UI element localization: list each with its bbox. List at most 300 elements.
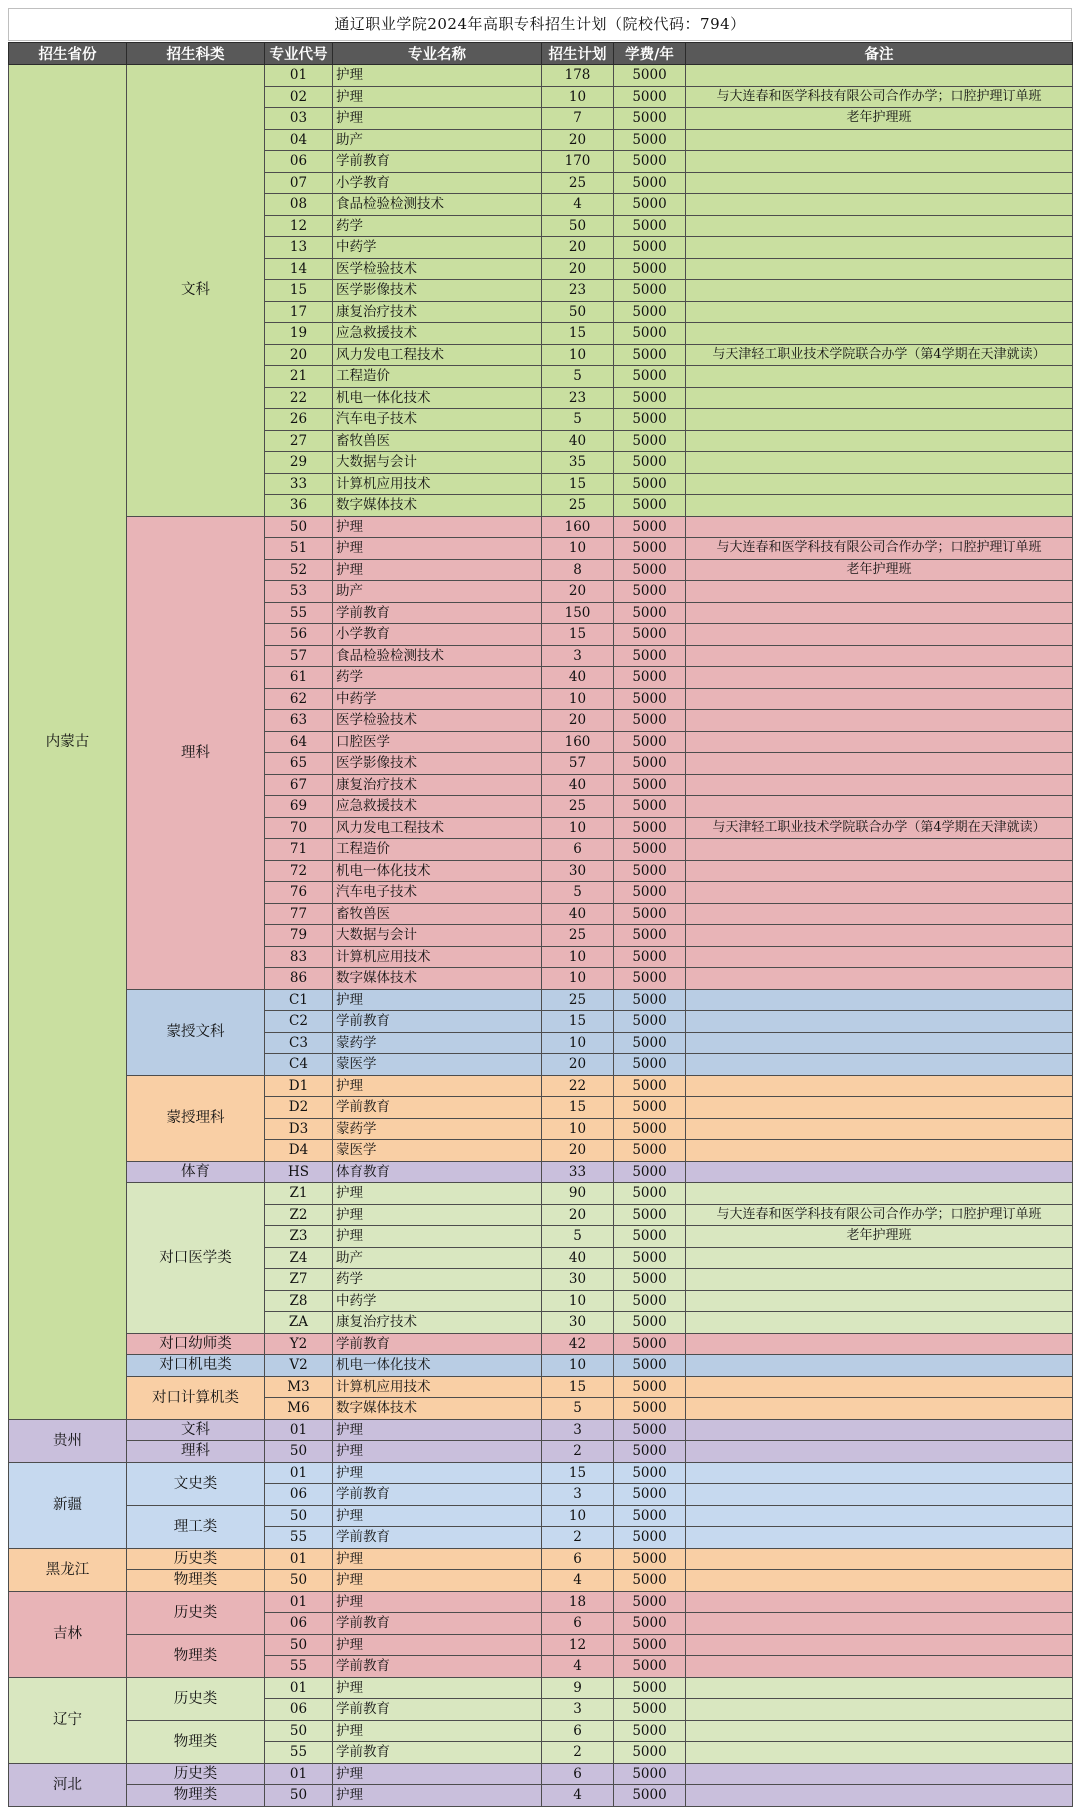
plan-count-cell: 10	[542, 1355, 614, 1377]
category-cell: 理工类	[127, 1505, 265, 1548]
major-code-cell: D2	[265, 1097, 333, 1119]
note-cell	[686, 796, 1073, 818]
tuition-cell: 5000	[614, 387, 686, 409]
major-name-cell: 应急救援技术	[333, 323, 542, 345]
tuition-cell: 5000	[614, 366, 686, 388]
major-name-cell: 护理	[333, 108, 542, 130]
major-name-cell: 畜牧兽医	[333, 430, 542, 452]
major-code-cell: 07	[265, 172, 333, 194]
table-row	[9, 1419, 1073, 1441]
major-name-cell: 护理	[333, 1462, 542, 1484]
plan-count-cell: 40	[542, 430, 614, 452]
note-cell	[686, 473, 1073, 495]
tuition-cell: 5000	[614, 1054, 686, 1076]
table-row	[9, 1570, 1073, 1592]
plan-count-cell: 4	[542, 194, 614, 216]
tuition-cell: 5000	[614, 1097, 686, 1119]
category-cell: 理科	[127, 516, 265, 989]
major-code-cell: 08	[265, 194, 333, 216]
tuition-cell: 5000	[614, 1484, 686, 1506]
tuition-cell: 5000	[614, 1290, 686, 1312]
plan-count-cell: 20	[542, 710, 614, 732]
table-row	[9, 1441, 1073, 1463]
note-cell	[686, 1570, 1073, 1592]
tuition-cell: 5000	[614, 215, 686, 237]
major-code-cell: V2	[265, 1355, 333, 1377]
header-fee: 学费/年	[614, 43, 686, 65]
page-title: 通辽职业学院2024年高职专科招生计划（院校代码：794）	[8, 8, 1072, 41]
major-name-cell: 护理	[333, 1591, 542, 1613]
province-cell: 新疆	[9, 1462, 127, 1548]
major-name-cell: 护理	[333, 65, 542, 87]
province-cell: 河北	[9, 1763, 127, 1806]
plan-count-cell: 23	[542, 387, 614, 409]
tuition-cell: 5000	[614, 645, 686, 667]
tuition-cell: 5000	[614, 688, 686, 710]
table-row	[9, 1634, 1073, 1656]
tuition-cell: 5000	[614, 1355, 686, 1377]
major-code-cell: 36	[265, 495, 333, 517]
major-code-cell: 50	[265, 1570, 333, 1592]
major-code-cell: 01	[265, 1677, 333, 1699]
major-name-cell: 学前教育	[333, 1699, 542, 1721]
plan-count-cell: 35	[542, 452, 614, 474]
tuition-cell: 5000	[614, 1634, 686, 1656]
province-cell: 内蒙古	[9, 65, 127, 1420]
table-row	[9, 1355, 1073, 1377]
major-code-cell: M3	[265, 1376, 333, 1398]
plan-count-cell: 3	[542, 645, 614, 667]
note-cell	[686, 1032, 1073, 1054]
major-code-cell: 51	[265, 538, 333, 560]
tuition-cell: 5000	[614, 1075, 686, 1097]
note-cell	[686, 215, 1073, 237]
major-code-cell: Z2	[265, 1204, 333, 1226]
table-row	[9, 1333, 1073, 1355]
plan-count-cell: 10	[542, 1505, 614, 1527]
tuition-cell: 5000	[614, 796, 686, 818]
tuition-cell: 5000	[614, 108, 686, 130]
major-code-cell: 06	[265, 151, 333, 173]
table-row	[9, 1462, 1073, 1484]
category-cell: 历史类	[127, 1763, 265, 1785]
major-code-cell: 70	[265, 817, 333, 839]
note-cell	[686, 194, 1073, 216]
tuition-cell: 5000	[614, 1161, 686, 1183]
category-cell: 文科	[127, 65, 265, 517]
major-name-cell: 中药学	[333, 1290, 542, 1312]
note-cell	[686, 1419, 1073, 1441]
tuition-cell: 5000	[614, 753, 686, 775]
plan-count-cell: 20	[542, 258, 614, 280]
note-cell: 老年护理班	[686, 1226, 1073, 1248]
tuition-cell: 5000	[614, 1312, 686, 1334]
plan-count-cell: 5	[542, 409, 614, 431]
tuition-cell: 5000	[614, 1441, 686, 1463]
major-name-cell: 助产	[333, 581, 542, 603]
major-code-cell: D4	[265, 1140, 333, 1162]
major-name-cell: 护理	[333, 538, 542, 560]
note-cell	[686, 903, 1073, 925]
table-row	[9, 1548, 1073, 1570]
major-name-cell: 医学影像技术	[333, 753, 542, 775]
major-code-cell: 03	[265, 108, 333, 130]
note-cell	[686, 1140, 1073, 1162]
plan-count-cell: 6	[542, 839, 614, 861]
category-cell: 蒙授文科	[127, 989, 265, 1075]
table-row	[9, 1677, 1073, 1699]
major-code-cell: 29	[265, 452, 333, 474]
major-code-cell: 20	[265, 344, 333, 366]
plan-count-cell: 6	[542, 1763, 614, 1785]
note-cell	[686, 1591, 1073, 1613]
note-cell	[686, 1161, 1073, 1183]
major-name-cell: 小学教育	[333, 172, 542, 194]
note-cell	[686, 624, 1073, 646]
plan-count-cell: 160	[542, 731, 614, 753]
tuition-cell: 5000	[614, 237, 686, 259]
plan-count-cell: 10	[542, 1032, 614, 1054]
table-row	[9, 1376, 1073, 1398]
tuition-cell: 5000	[614, 946, 686, 968]
plan-count-cell: 6	[542, 1613, 614, 1635]
tuition-cell: 5000	[614, 624, 686, 646]
major-code-cell: 61	[265, 667, 333, 689]
major-code-cell: 56	[265, 624, 333, 646]
major-name-cell: 计算机应用技术	[333, 473, 542, 495]
plan-count-cell: 10	[542, 688, 614, 710]
note-cell: 与天津轻工职业技术学院联合办学（第4学期在天津就读）	[686, 817, 1073, 839]
tuition-cell: 5000	[614, 1011, 686, 1033]
tuition-cell: 5000	[614, 323, 686, 345]
major-code-cell: 01	[265, 1548, 333, 1570]
plan-count-cell: 50	[542, 301, 614, 323]
major-code-cell: 33	[265, 473, 333, 495]
note-cell	[686, 753, 1073, 775]
note-cell	[686, 989, 1073, 1011]
major-code-cell: 15	[265, 280, 333, 302]
major-code-cell: 01	[265, 1462, 333, 1484]
major-code-cell: 12	[265, 215, 333, 237]
tuition-cell: 5000	[614, 409, 686, 431]
category-cell: 物理类	[127, 1570, 265, 1592]
note-cell	[686, 1613, 1073, 1635]
major-name-cell: 中药学	[333, 237, 542, 259]
major-name-cell: 数字媒体技术	[333, 968, 542, 990]
category-cell: 历史类	[127, 1591, 265, 1634]
major-name-cell: 学前教育	[333, 602, 542, 624]
major-code-cell: 55	[265, 1527, 333, 1549]
plan-count-cell: 33	[542, 1161, 614, 1183]
note-cell	[686, 645, 1073, 667]
note-cell	[686, 1527, 1073, 1549]
plan-count-cell: 25	[542, 925, 614, 947]
major-name-cell: 医学检验技术	[333, 710, 542, 732]
note-cell	[686, 1720, 1073, 1742]
plan-count-cell: 8	[542, 559, 614, 581]
header-major-name: 专业名称	[333, 43, 542, 65]
note-cell	[686, 1656, 1073, 1678]
header-plan: 招生计划	[542, 43, 614, 65]
plan-count-cell: 25	[542, 495, 614, 517]
plan-count-cell: 15	[542, 323, 614, 345]
tuition-cell: 5000	[614, 1269, 686, 1291]
tuition-cell: 5000	[614, 1118, 686, 1140]
major-code-cell: Z4	[265, 1247, 333, 1269]
plan-count-cell: 30	[542, 1312, 614, 1334]
major-code-cell: 76	[265, 882, 333, 904]
plan-count-cell: 57	[542, 753, 614, 775]
major-code-cell: 52	[265, 559, 333, 581]
major-name-cell: 护理	[333, 989, 542, 1011]
tuition-cell: 5000	[614, 538, 686, 560]
note-cell	[686, 688, 1073, 710]
major-code-cell: 67	[265, 774, 333, 796]
tuition-cell: 5000	[614, 731, 686, 753]
major-name-cell: 护理	[333, 1720, 542, 1742]
tuition-cell: 5000	[614, 1591, 686, 1613]
note-cell: 老年护理班	[686, 559, 1073, 581]
major-code-cell: Z8	[265, 1290, 333, 1312]
plan-count-cell: 20	[542, 129, 614, 151]
plan-count-cell: 40	[542, 903, 614, 925]
major-code-cell: 22	[265, 387, 333, 409]
tuition-cell: 5000	[614, 968, 686, 990]
plan-count-cell: 23	[542, 280, 614, 302]
table-row	[9, 989, 1073, 1011]
note-cell	[686, 430, 1073, 452]
tuition-cell: 5000	[614, 1247, 686, 1269]
plan-count-cell: 90	[542, 1183, 614, 1205]
tuition-cell: 5000	[614, 774, 686, 796]
major-name-cell: 蒙药学	[333, 1118, 542, 1140]
major-name-cell: 护理	[333, 86, 542, 108]
category-cell: 对口医学类	[127, 1183, 265, 1334]
tuition-cell: 5000	[614, 1548, 686, 1570]
major-code-cell: 14	[265, 258, 333, 280]
table-row	[9, 1075, 1073, 1097]
note-cell	[686, 1333, 1073, 1355]
major-name-cell: 护理	[333, 1785, 542, 1807]
plan-count-cell: 170	[542, 151, 614, 173]
major-name-cell: 学前教育	[333, 1656, 542, 1678]
major-name-cell: 学前教育	[333, 1613, 542, 1635]
plan-count-cell: 5	[542, 882, 614, 904]
plan-count-cell: 15	[542, 473, 614, 495]
header-province: 招生省份	[9, 43, 127, 65]
major-name-cell: 风力发电工程技术	[333, 344, 542, 366]
major-code-cell: 17	[265, 301, 333, 323]
major-name-cell: 计算机应用技术	[333, 1376, 542, 1398]
major-name-cell: 学前教育	[333, 1742, 542, 1764]
major-name-cell: 护理	[333, 1634, 542, 1656]
plan-count-cell: 40	[542, 1247, 614, 1269]
major-name-cell: 护理	[333, 1226, 542, 1248]
major-name-cell: 畜牧兽医	[333, 903, 542, 925]
tuition-cell: 5000	[614, 882, 686, 904]
major-code-cell: 06	[265, 1699, 333, 1721]
major-name-cell: 护理	[333, 559, 542, 581]
note-cell	[686, 1677, 1073, 1699]
major-code-cell: 01	[265, 1591, 333, 1613]
major-code-cell: HS	[265, 1161, 333, 1183]
tuition-cell: 5000	[614, 301, 686, 323]
plan-count-cell: 2	[542, 1527, 614, 1549]
note-cell	[686, 301, 1073, 323]
plan-count-cell: 6	[542, 1720, 614, 1742]
major-name-cell: 汽车电子技术	[333, 409, 542, 431]
plan-count-cell: 12	[542, 1634, 614, 1656]
major-code-cell: 79	[265, 925, 333, 947]
tuition-cell: 5000	[614, 1677, 686, 1699]
tuition-cell: 5000	[614, 989, 686, 1011]
major-code-cell: 01	[265, 1419, 333, 1441]
major-code-cell: Z7	[265, 1269, 333, 1291]
plan-count-cell: 178	[542, 65, 614, 87]
major-name-cell: 学前教育	[333, 1097, 542, 1119]
plan-count-cell: 15	[542, 1011, 614, 1033]
major-code-cell: 77	[265, 903, 333, 925]
table-body	[9, 65, 1073, 1807]
major-code-cell: 26	[265, 409, 333, 431]
major-name-cell: 小学教育	[333, 624, 542, 646]
plan-count-cell: 3	[542, 1419, 614, 1441]
note-cell	[686, 172, 1073, 194]
tuition-cell: 5000	[614, 860, 686, 882]
header-category: 招生科类	[127, 43, 265, 65]
tuition-cell: 5000	[614, 473, 686, 495]
category-cell: 文史类	[127, 1462, 265, 1505]
major-code-cell: 13	[265, 237, 333, 259]
plan-count-cell: 18	[542, 1591, 614, 1613]
header-major-code: 专业代号	[265, 43, 333, 65]
major-code-cell: 50	[265, 1441, 333, 1463]
plan-count-cell: 42	[542, 1333, 614, 1355]
category-cell: 体育	[127, 1161, 265, 1183]
plan-count-cell: 22	[542, 1075, 614, 1097]
note-cell	[686, 1312, 1073, 1334]
major-name-cell: 护理	[333, 1419, 542, 1441]
major-name-cell: 口腔医学	[333, 731, 542, 753]
plan-count-cell: 4	[542, 1570, 614, 1592]
major-name-cell: 助产	[333, 129, 542, 151]
note-cell	[686, 1290, 1073, 1312]
tuition-cell: 5000	[614, 1226, 686, 1248]
major-code-cell: C1	[265, 989, 333, 1011]
note-cell	[686, 129, 1073, 151]
note-cell	[686, 1398, 1073, 1420]
major-name-cell: 蒙医学	[333, 1054, 542, 1076]
category-cell: 历史类	[127, 1677, 265, 1720]
plan-count-cell: 20	[542, 1054, 614, 1076]
major-code-cell: ZA	[265, 1312, 333, 1334]
note-cell	[686, 1011, 1073, 1033]
tuition-cell: 5000	[614, 1333, 686, 1355]
note-cell	[686, 1548, 1073, 1570]
major-code-cell: 50	[265, 1634, 333, 1656]
note-cell	[686, 1376, 1073, 1398]
category-cell: 文科	[127, 1419, 265, 1441]
tuition-cell: 5000	[614, 65, 686, 87]
major-name-cell: 中药学	[333, 688, 542, 710]
tuition-cell: 5000	[614, 1376, 686, 1398]
plan-count-cell: 20	[542, 581, 614, 603]
major-name-cell: 体育教育	[333, 1161, 542, 1183]
tuition-cell: 5000	[614, 817, 686, 839]
major-name-cell: 数字媒体技术	[333, 1398, 542, 1420]
tuition-cell: 5000	[614, 151, 686, 173]
major-name-cell: 机电一体化技术	[333, 1355, 542, 1377]
note-cell	[686, 366, 1073, 388]
major-name-cell: 数字媒体技术	[333, 495, 542, 517]
note-cell	[686, 237, 1073, 259]
table-row	[9, 516, 1073, 538]
major-code-cell: Y2	[265, 1333, 333, 1355]
major-name-cell: 护理	[333, 1570, 542, 1592]
category-cell: 蒙授理科	[127, 1075, 265, 1161]
note-cell	[686, 409, 1073, 431]
note-cell	[686, 1785, 1073, 1807]
tuition-cell: 5000	[614, 710, 686, 732]
plan-count-cell: 3	[542, 1484, 614, 1506]
major-name-cell: 药学	[333, 1269, 542, 1291]
plan-count-cell: 40	[542, 774, 614, 796]
major-code-cell: 02	[265, 86, 333, 108]
major-name-cell: 学前教育	[333, 1333, 542, 1355]
plan-count-cell: 10	[542, 946, 614, 968]
major-name-cell: 机电一体化技术	[333, 860, 542, 882]
plan-count-cell: 30	[542, 860, 614, 882]
major-code-cell: M6	[265, 1398, 333, 1420]
province-cell: 黑龙江	[9, 1548, 127, 1591]
note-cell	[686, 387, 1073, 409]
major-code-cell: 71	[265, 839, 333, 861]
plan-count-cell: 15	[542, 1097, 614, 1119]
major-code-cell: C3	[265, 1032, 333, 1054]
major-name-cell: 学前教育	[333, 151, 542, 173]
plan-count-cell: 6	[542, 1548, 614, 1570]
note-cell: 与天津轻工职业技术学院联合办学（第4学期在天津就读）	[686, 344, 1073, 366]
tuition-cell: 5000	[614, 1527, 686, 1549]
major-name-cell: 药学	[333, 667, 542, 689]
note-cell	[686, 1462, 1073, 1484]
province-cell: 吉林	[9, 1591, 127, 1677]
major-code-cell: 19	[265, 323, 333, 345]
table-row	[9, 65, 1073, 87]
note-cell	[686, 1118, 1073, 1140]
major-name-cell: 工程造价	[333, 839, 542, 861]
note-cell	[686, 516, 1073, 538]
header-row	[9, 43, 1073, 65]
major-name-cell: 学前教育	[333, 1011, 542, 1033]
tuition-cell: 5000	[614, 1032, 686, 1054]
note-cell	[686, 1505, 1073, 1527]
major-name-cell: 学前教育	[333, 1527, 542, 1549]
note-cell	[686, 882, 1073, 904]
plan-count-cell: 25	[542, 989, 614, 1011]
category-cell: 历史类	[127, 1548, 265, 1570]
table-row	[9, 1763, 1073, 1785]
note-cell	[686, 1484, 1073, 1506]
tuition-cell: 5000	[614, 602, 686, 624]
tuition-cell: 5000	[614, 903, 686, 925]
plan-count-cell: 40	[542, 667, 614, 689]
major-code-cell: 72	[265, 860, 333, 882]
note-cell	[686, 1634, 1073, 1656]
major-name-cell: 康复治疗技术	[333, 301, 542, 323]
plan-count-cell: 2	[542, 1441, 614, 1463]
province-cell: 贵州	[9, 1419, 127, 1462]
